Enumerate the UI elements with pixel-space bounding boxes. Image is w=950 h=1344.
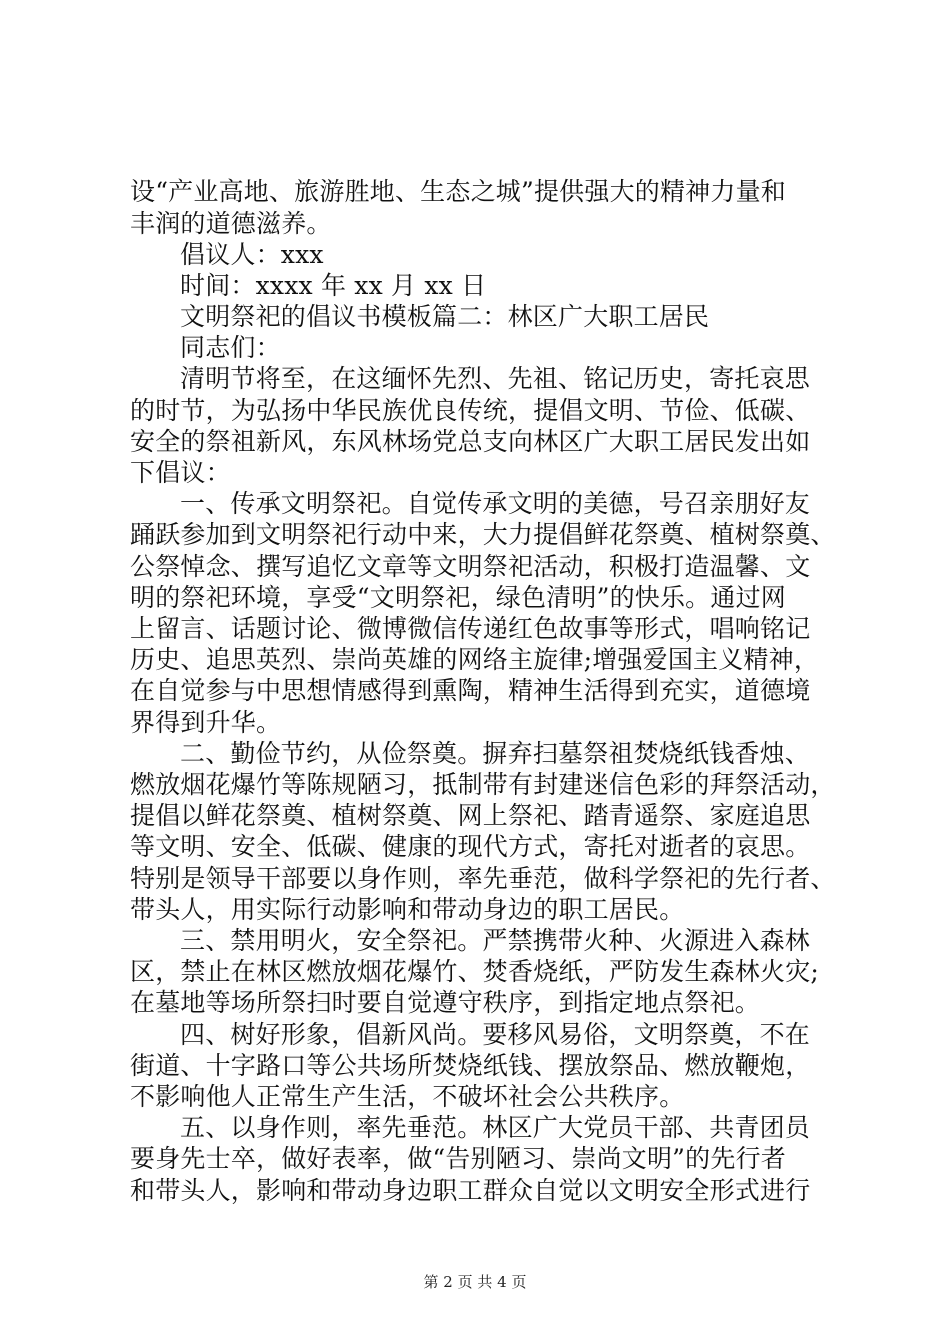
text-line: 五、以身作则，率先垂范。林区广大党员干部、共青团员: [180, 1113, 811, 1142]
text-line: 提倡以鲜花祭奠、植树祭奠、网上祭祀、踏青遥祭、家庭追思: [130, 801, 811, 830]
signatory-line: 倡议人：xxx: [180, 240, 324, 269]
date-line: 时间：xxxx 年 xx 月 xx 日: [180, 271, 487, 300]
text-line: 三、禁用明火，安全祭祀。严禁携带火种、火源进入森林: [180, 926, 811, 955]
text-line: 界得到升华。: [130, 708, 282, 737]
text-line: 和带头人，影响和带动身边职工群众自觉以文明安全形式进行: [130, 1176, 811, 1205]
text-line: 的时节，为弘扬中华民族优良传统，提倡文明、节俭、低碳、: [130, 396, 811, 425]
text-line: 公祭悼念、撰写追忆文章等文明祭祀活动，积极打造温馨、文: [130, 552, 811, 581]
text-line: 安全的祭祖新风，东风林场党总支向林区广大职工居民发出如: [130, 427, 811, 456]
text-line: 燃放烟花爆竹等陈规陋习，抵制带有封建迷信色彩的拜祭活动，: [130, 770, 836, 799]
text-line: 一、传承文明祭祀。自觉传承文明的美德，号召亲朋好友: [180, 489, 811, 518]
text-line: 在墓地等场所祭扫时要自觉遵守秩序，到指定地点祭祀。: [130, 988, 761, 1017]
text-line: 带头人，用实际行动影响和带动身边的职工居民。: [130, 895, 685, 924]
text-line: 区，禁止在林区燃放烟花爆竹、焚香烧纸，严防发生森林火灾;: [130, 957, 820, 986]
text-line: 二、勤俭节约，从俭祭奠。摒弃扫墓祭祖焚烧纸钱香烛、: [180, 739, 811, 768]
text-line: 四、树好形象，倡新风尚。要移风易俗，文明祭奠，不在: [180, 1020, 811, 1049]
text-line: 设“产业高地、旅游胜地、生态之城”提供强大的精神力量和: [130, 177, 786, 206]
text-line: 在自觉参与中思想情感得到熏陶，精神生活得到充实，道德境: [130, 676, 811, 705]
text-line: 上留言、话题讨论、微博微信传递红色故事等形式，唱响铭记: [130, 614, 811, 643]
text-line: 要身先士卒，做好表率，做“告别陋习、崇尚文明”的先行者: [130, 1144, 786, 1173]
text-line: 历史、追思英烈、崇尚英雄的网络主旋律;增强爱国主义精神，: [130, 645, 820, 674]
page-number-footer: 第 2 页 共 4 页: [423, 1273, 527, 1291]
text-line: 踊跃参加到文明祭祀行动中来，大力提倡鲜花祭奠、植树祭奠、: [130, 520, 836, 549]
text-line: 特别是领导干部要以身作则，率先垂范，做科学祭祀的先行者、: [130, 864, 836, 893]
text-line: 街道、十字路口等公共场所焚烧纸钱、摆放祭品、燃放鞭炮，: [130, 1051, 811, 1080]
section-title: 文明祭祀的倡议书模板篇二：林区广大职工居民: [180, 302, 710, 331]
text-line: 下倡议：: [130, 458, 231, 487]
text-line: 丰润的道德滋养。: [130, 209, 332, 238]
text-line: 清明节将至，在这缅怀先烈、先祖、铭记历史，寄托哀思: [180, 364, 811, 393]
text-line: 明的祭祀环境，享受“文明祭祀，绿色清明”的快乐。通过网: [130, 583, 786, 612]
text-line: 等文明、安全、低碳、健康的现代方式，寄托对逝者的哀思。: [130, 832, 811, 861]
salutation: 同志们：: [180, 333, 281, 362]
text-line: 不影响他人正常生产生活，不破坏社会公共秩序。: [130, 1082, 685, 1111]
